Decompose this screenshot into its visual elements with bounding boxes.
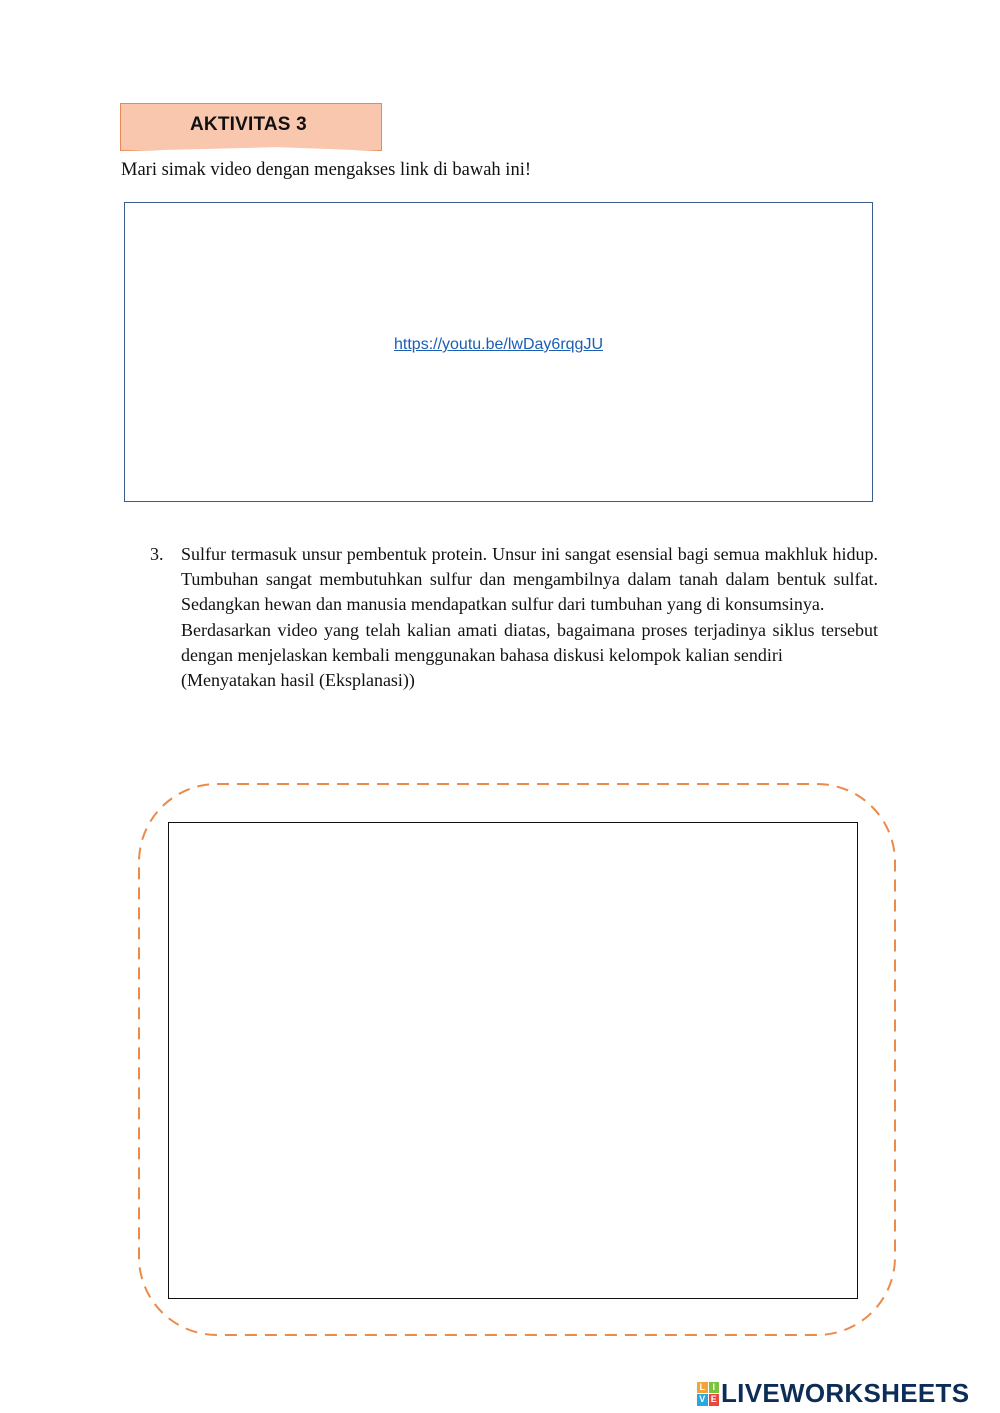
liveworksheets-icon: L I V E [697, 1382, 719, 1406]
question-paragraph-prompt: Berdasarkan video yang telah kalian amati diatas, bagaimana proses terjadinya siklus tersebut dengan menjelaskan kembali menggunakan bahasa diskusi kelompok kalian sendiri [181, 619, 878, 665]
question-body [181, 542, 878, 693]
question-number: 3. [150, 544, 164, 564]
activity-title: AKTIVITAS 3 [190, 114, 307, 135]
question-paragraph-skill: (Menyatakan hasil (Eksplanasi)) [181, 670, 415, 691]
video-link[interactable]: https://youtu.be/lwDay6rqgJU [394, 336, 603, 353]
brand-name: LIVEWORKSHEETS [721, 1378, 970, 1408]
liveworksheets-logo [697, 1378, 969, 1409]
answer-input-box[interactable] [168, 822, 858, 1299]
intro-instruction: Mari simak video dengan mengakses link di bawah ini! [121, 160, 531, 180]
question-3 [150, 542, 878, 693]
question-paragraph-context: Sulfur termasuk unsur pembentuk protein. Unsur ini sangat esensial bagi semua makhluk hidup. Tumbuhan sangat membutuhkan sulfur dan mengambilnya dalam tanah dalam bentuk sulfat. Sedangkan hewan dan manusia mendapatkan sulfur dari tumbuhan yang di konsumsinya. [181, 544, 878, 615]
video-link-box [124, 202, 873, 502]
